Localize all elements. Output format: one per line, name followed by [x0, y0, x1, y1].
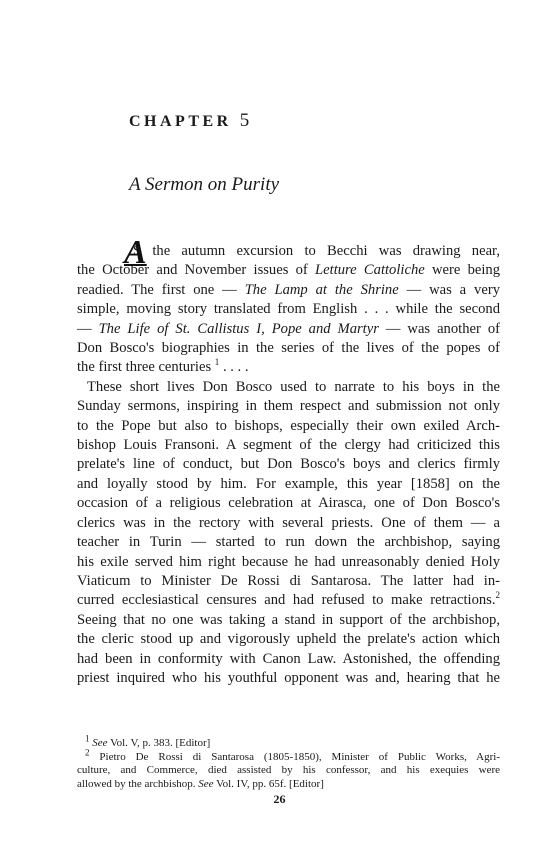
text-line: Seeing that no one was taking a stand in support of the archbishop, — [77, 611, 500, 628]
text-line: the October and November issues of Letture Cattoliche were being — [77, 262, 501, 279]
text-line: had been in conformity with Canon Law. Astonished, the offending — [77, 650, 500, 667]
footnote-2: $^2$ Pietro De Rossi di Santarosa (1805-1850), Minister of Public Works, Agri- — [85, 746, 500, 763]
text-line: the cleric stood up and vigorously upheld the prelate's action which — [77, 631, 500, 648]
text-line: S the autumn excursion to Becchi was drawing near, — [133, 243, 500, 259]
chapter-title: A Sermon on Purity — [129, 174, 280, 195]
text-line: readied. The first one — The Lamp at the Shrine — was a very — [77, 281, 500, 298]
text-line: — The Life of St. Callistus I, Pope and Martyr — was another of — [77, 320, 500, 337]
footnote-2-line: culture, and Commerce, died assisted by his confessor, and his exequies were — [77, 764, 500, 776]
text-line: bishop Louis Fransoni. A segment of the clergy had criticized this — [77, 437, 500, 454]
text-line: occasion of a religious celebration at Airasca, one of Don Bosco's — [77, 495, 500, 512]
text-line: Don Bosco's biographies in the series of the lives of the popes of — [77, 340, 500, 357]
text-line: These short lives Don Bosco used to narrate to his boys in the — [87, 378, 500, 395]
footnote-ref: 2 — [495, 590, 500, 601]
drop-cap: A — [124, 234, 147, 271]
text-line: his exile served him right because he had unreasonably denied Holy — [77, 553, 500, 570]
footnote-ref: 1 — [214, 357, 220, 368]
footnotes — [77, 733, 500, 791]
text-line: teacher in Turin — started to run down the archbishop, saying — [77, 534, 500, 551]
text-line: and loyally stood by him. For example, this year [1858] on the — [77, 475, 500, 492]
footnote-2-line: allowed by the archbishop. See Vol. IV, pp. 65f. [Editor] — [77, 777, 324, 790]
text-line: to the Pope but also to bishops, especially their own exiled Arch- — [77, 417, 500, 434]
chapter-heading — [129, 110, 249, 132]
text-line: Sunday sermons, inspiring in them respect and submission not only — [77, 398, 500, 415]
paragraph-2 — [77, 378, 500, 689]
text-line: priest inquired who his youthful opponent was and, hearing that he — [77, 669, 500, 686]
footnote-1: $^1$ See Vol. V, p. 383. [Editor] — [85, 733, 211, 749]
text-line: Viaticum to Minister De Rossi di Santarosa. The latter had in- — [77, 572, 500, 589]
text-line: clerics was in the rectory with several priests. One of them — a — [77, 514, 500, 531]
text-line: curred ecclesiastical censures and had refused to make retractions.$^2$ — [77, 590, 500, 609]
chapter-label: CHAPTER — [129, 113, 232, 130]
chapter-number: 5 — [239, 110, 250, 131]
text-line: simple, moving story translated from English . . . while the second — [77, 301, 500, 318]
body-text — [77, 234, 501, 688]
page-number: 26 — [273, 792, 286, 806]
text-line: the first three centuries $^1$ . . . . — [77, 357, 249, 376]
text-line: prelate's line of conduct, but Don Bosco's boys and clerics firmly — [77, 456, 500, 473]
